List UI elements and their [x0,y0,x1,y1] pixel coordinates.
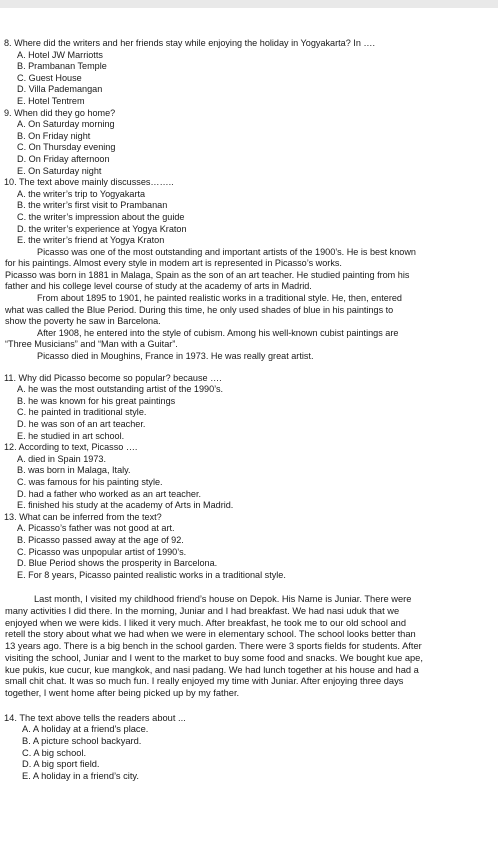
question-12 [0,442,498,512]
option-b: B. Prambanan Temple [17,61,107,72]
paragraph-line: enjoyed when we were kids. I liked it very much. After breakfast, he took me to our old school and [5,617,407,628]
option-a: A. Hotel JW Marriotts [17,49,103,60]
paragraph-line: “Three Musicians” and “Man with a Guitar”. [5,339,178,350]
option-a: A. On Saturday morning [17,119,115,130]
option-c: C. he painted in traditional style. [17,407,147,418]
page-top-edge [0,0,498,8]
option-d: D. he was son of an art teacher. [17,419,146,429]
juniar-reading-text [0,594,498,699]
option-d: D. Villa Pademangan [17,84,103,95]
option-e: E. A holiday in a friend’s city. [22,771,139,782]
paragraph-line: many activities I did there. In the morning, Juniar and I had breakfast. We had nasi uduk that we [5,606,400,617]
question-text: 9. When did they go home? [4,107,116,118]
paragraph-line: 13 years ago. There is a big bench in the school garden. There were 3 sports fields for students. After [5,641,422,652]
option-e: E. he studied in art school. [17,430,125,441]
option-d: D. On Friday afternoon [17,153,110,164]
option-d: D. A big sport field. [22,759,100,770]
paragraph-line: From about 1895 to 1901, he painted realistic works in a traditional style. He, then, entered [37,293,402,304]
option-c: C. On Thursday evening [17,142,116,153]
option-b: B. Picasso passed away at the age of 92. [17,534,184,545]
question-text: 8. Where did the writers and her friends stay while enjoying the holiday in Yogyakarta? In …. [4,38,376,48]
question-text: 11. Why did Picasso become so popular? because …. [4,372,222,383]
option-c: C. Guest House [17,72,82,83]
paragraph-line: After 1908, he entered into the style of cubism. Among his well-known cubist paintings are [37,327,399,338]
option-e: E. finished his study at the academy of Arts in Madrid. [17,500,234,511]
question-text: 12. According to text, Picasso …. [4,442,138,453]
option-b: B. the writer’s first visit to Prambanan [17,200,168,211]
option-d: D. had a father who worked as an art teacher. [17,488,202,499]
paragraph-line: Picasso was one of the most outstanding and important artists of the 1900’s. He is best known [37,246,416,257]
paragraph-line: show the poverty he saw in Barcelona. [5,316,161,327]
paragraph-line: small chit chat. It was so much fun. I really enjoyed my time with Juniar. After enjoying three days [5,676,404,687]
paragraph-line: retell the story about what we had when we were in elementary school. The school looks better than [5,629,416,640]
spacer [0,700,498,713]
picasso-reading-text [0,247,498,363]
option-a: A. he was the most outstanding artist of the 1990’s. [17,384,224,395]
paragraph-line: Picasso died in Moughins, France in 1973. He was really great artist. [37,351,314,362]
question-13 [0,512,498,582]
paragraph-line: Last month, I visited my childhood friend’s house on Depok. His Name is Juniar. There were [34,594,412,605]
option-e: E. Hotel Tentrem [17,95,85,106]
option-d: D. the writer’s experience at Yogya Kraton [17,223,187,234]
paragraph-line: kue pukis, kue cucur, kue mangkok, and nasi padang. We had lunch together at his house and had a [5,664,419,675]
question-text: 13. What can be inferred from the text? [4,511,162,522]
question-11 [0,373,498,443]
question-text: 10. The text above mainly discusses…….. [4,177,174,188]
paragraph-line: together, I went home after being picked up by my father. [5,687,240,698]
worksheet-page [0,38,498,783]
option-c: C. Picasso was unpopular artist of 1990’s. [17,546,187,557]
option-c: C. A big school. [22,747,87,758]
option-b: B. A picture school backyard. [22,736,142,747]
option-a: A. A holiday at a friend's place. [22,724,149,735]
question-text: 14. The text above tells the readers about ... [4,712,186,723]
option-e: E. On Saturday night [17,165,102,176]
question-9 [0,108,498,178]
spacer [0,363,498,373]
option-c: C. the writer’s impression about the guide [17,211,185,222]
paragraph-line: visiting the school, Juniar and I went to the market to buy some food and snacks. We bought kue ape, [5,652,423,663]
question-8 [0,38,498,108]
option-e: E. For 8 years, Picasso painted realistic works in a traditional style. [17,569,286,580]
question-14 [0,713,498,783]
option-d: D. Blue Period shows the prosperity in Barcelona. [17,558,218,569]
option-b: B. was born in Malaga, Italy. [17,465,131,476]
option-c: C. was famous for his painting style. [17,476,163,487]
paragraph-line: for his paintings. Almost every style in modem art is represented in Picasso’s works. [5,258,342,269]
paragraph-line: what was called the Blue Period. During this time, he only used shades of blue in his paintings to [5,304,394,315]
question-10 [0,177,498,247]
paragraph-line: father and his college level course of study at the academy of arts in Madrid. [5,281,312,292]
option-a: A. died in Spain 1973. [17,453,106,464]
option-b: B. he was known for his great paintings [17,395,176,406]
option-b: B. On Friday night [17,130,91,141]
option-e: E. the writer’s friend at Yogya Kraton [17,235,165,246]
option-a: A. Picasso’s father was not good at art. [17,523,175,534]
option-a: A. the writer’s trip to Yogyakarta [17,188,146,199]
paragraph-line: Picasso was born in 1881 in Malaga, Spain as the son of an art teacher. He studied painting from his [5,269,410,280]
spacer [0,581,498,594]
